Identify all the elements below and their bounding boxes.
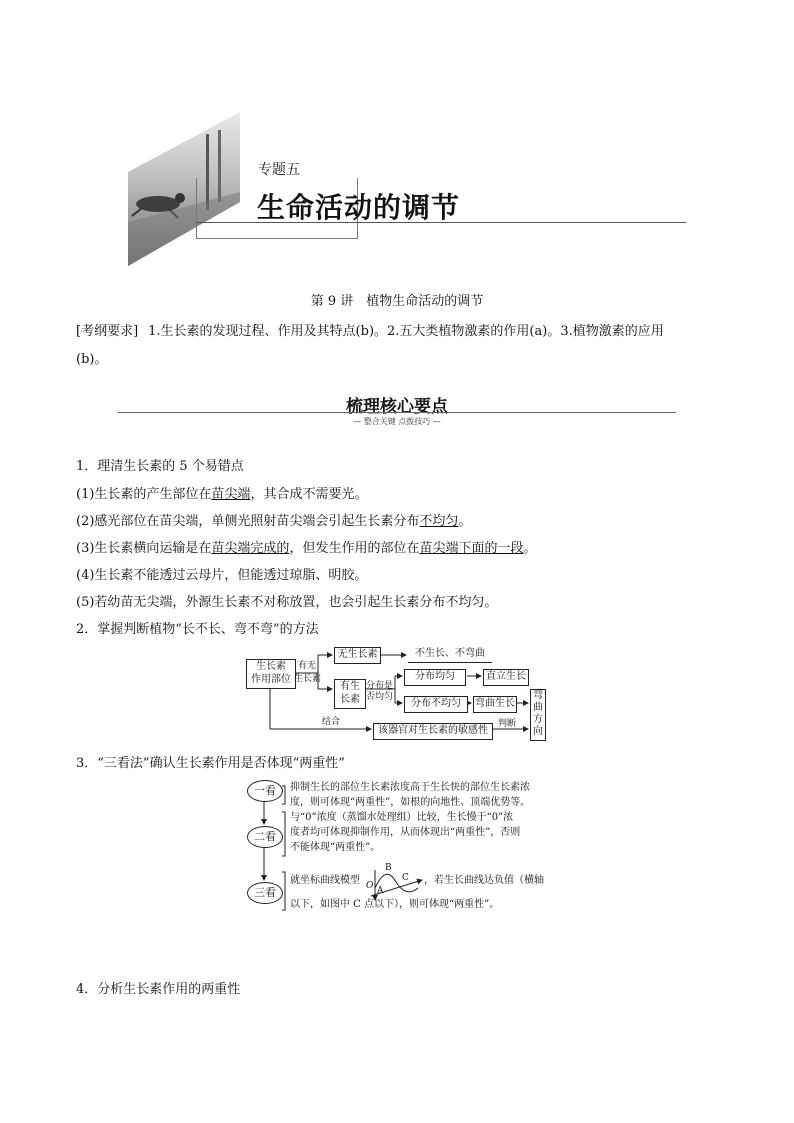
- look2-text: 与“0”浓度（蒸馏水处理组）比较，生长慢于“0”浓 度者均可体现抑制作用，从而体现出“两重性”，否则 不能体现“两重性”。: [290, 812, 521, 853]
- box-no-growth: 不生长、不弯曲: [408, 647, 492, 663]
- box-bend: 弯曲生长: [473, 696, 517, 713]
- point1-item-4: (4)生长素不能透过云母片，但能透过琼脂、明胶。: [76, 568, 368, 583]
- lesson-title: 第 9 讲 植物生命活动的调节: [310, 294, 484, 309]
- look1-oval: 一看: [247, 780, 283, 802]
- curve-b: B: [385, 863, 392, 873]
- look3-text-1: 就坐标曲线模型: [290, 875, 360, 886]
- box-none: 无生长素: [334, 647, 381, 664]
- point1-heading: 1．理清生长素的 5 个易错点: [76, 459, 244, 474]
- look2-oval: 二看: [247, 826, 283, 848]
- box-straight: 直立生长: [483, 669, 529, 686]
- three-look-diagram: [244, 776, 564, 916]
- curve-o: O: [366, 881, 374, 891]
- point1-item-5: (5)若幼苗无尖端，外源生长素不对称放置，也会引起生长素分布不均匀。: [76, 595, 498, 610]
- look3-text-2: ，若生长曲线达负值（横轴: [424, 875, 544, 886]
- chapter-label: 专题五: [258, 162, 300, 178]
- section-title: 梳理核心要点: [346, 397, 448, 417]
- label-has-or-not-1: 有无: [298, 661, 317, 671]
- req-line2: (b)。: [76, 352, 108, 367]
- section-subtitle: — 整合关键 点拨技巧 —: [353, 417, 441, 426]
- box-direction: 弯曲方向: [530, 689, 546, 741]
- section-rule: [118, 412, 676, 413]
- curve-a: A: [377, 886, 384, 896]
- box-uneven: 分布不均匀: [404, 696, 468, 713]
- label-combine: 结合: [322, 717, 341, 727]
- look1-text: 抑制生长的部位生长素浓度高于生长快的部位生长素浓 度，则可体现“两重性”，如根的向地性、顶端优势等。: [290, 782, 531, 808]
- point1-item-3: (3)生长素横向运输是在苗尖端完成的，但发生作用的部位在苗尖端下面的一段。: [76, 541, 537, 556]
- growth-judgment-diagram: [240, 643, 550, 743]
- label-has-or-not-2: 生长素: [294, 674, 322, 684]
- label-judge: 判断: [498, 719, 517, 729]
- chapter-title: 生命活动的调节: [257, 191, 461, 224]
- req-line1: 1.生长素的发现过程、作用及其特点(b)。2.五大类植物激素的作用(a)。3.植物激素的应用: [148, 324, 664, 339]
- point4-heading: 4．分析生长素作用的两重性: [76, 982, 241, 997]
- label-dist-2: 否均匀: [366, 692, 394, 702]
- look3-oval: 三看: [247, 882, 283, 904]
- box-even: 分布均匀: [404, 669, 466, 686]
- label-dist-1: 分布是: [366, 681, 394, 691]
- point1-item-1: (1)生长素的产生部位在苗尖端，其合成不需要光。: [76, 487, 368, 502]
- exam-requirements: [76, 318, 726, 374]
- point1-item-2: (2)感光部位在苗尖端，单侧光照射苗尖端会引起生长素分布不均匀。: [76, 514, 472, 529]
- point2-heading: 2．掌握判断植物“长不长、弯不弯”的方法: [76, 622, 319, 637]
- curve-c: C: [402, 873, 409, 883]
- look3-text-3: 以下，如图中 C 点以下），则可体现“两重性”。: [290, 899, 500, 910]
- box-site: 生长素 作用部位: [246, 659, 296, 689]
- point3-heading: 3．“三看法”确认生长素作用是否体现“两重性”: [76, 756, 345, 771]
- box-has: 有生 长素: [334, 679, 366, 709]
- req-tag: [考纲要求]: [76, 324, 139, 339]
- box-sensitivity: 该器官对生长素的敏感性: [373, 723, 493, 740]
